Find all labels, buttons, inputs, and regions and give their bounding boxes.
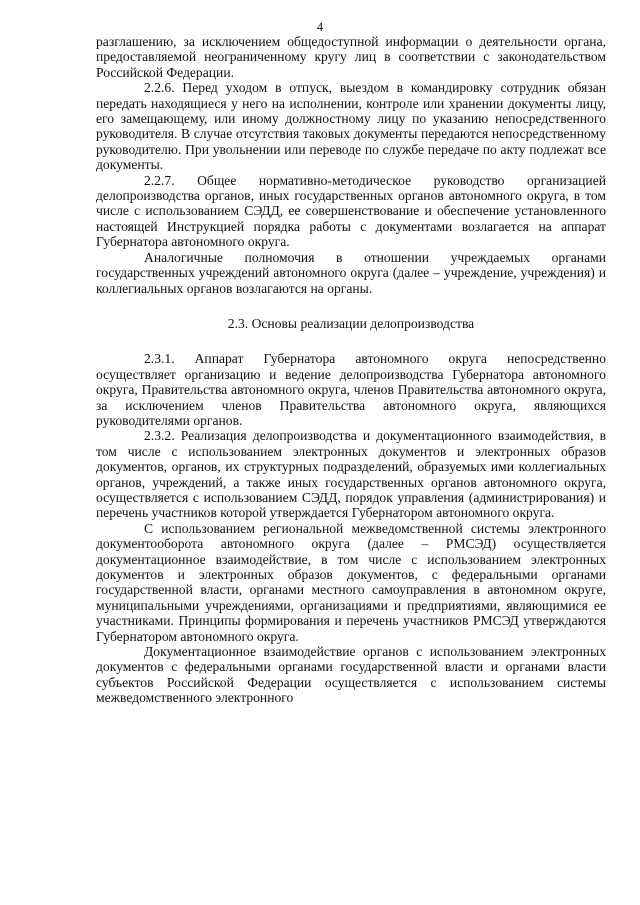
- section-heading: 2.3. Основы реализации делопроизводства: [227, 315, 475, 331]
- paragraph-2-3-2: 2.3.2. Реализация делопроизводства и документационного взаимодействия, в том числе с использованием электронных документов и электронных образов документов, органов, их структурных подразделений, образуемых ими коллегиальных органов, учреждений, а также иных государственных органов автономного округа, осуществляется с использованием СЭДД, порядок управления (администрирования) и перечень участников которой утверждается Губернатором автономного округа.: [96, 428, 606, 521]
- paragraph-document-interaction: Документационное взаимодействие органов с использованием электронных документов с федеральными органами государственной власти и органами власти субъектов Российской Федерации осуществляется с использованием системы межведомственного электронного: [96, 644, 606, 706]
- paragraph-rmsed: С использованием региональной межведомственной системы электронного документооборота автономного округа (далее – РМСЭД) осуществляется документационное взаимодействие, в том числе с использованием электронных документов и электронных образов документов, с федеральными органами государственной власти, органами местного самоуправления в автономном округе, муниципальными учреждениями, организациями и предприятиями, являющимися ее участниками. Принципы формирования и перечень участников РМСЭД утверждаются Губернатором автономного округа.: [96, 520, 606, 644]
- paragraph-2-2-6: 2.2.6. Перед уходом в отпуск, выездом в командировку сотрудник обязан передать находящиеся у него на исполнении, контроле или хранении документы лицу, его замещающему, или иному должностному лицу по указанию непосредственного руководителя. В случае отсутствия таковых документы передаются непосредственному руководителю. При увольнении или переводе по службе передаче по акту подлежат все документы.: [96, 80, 606, 173]
- paragraph-continuation: разглашению, за исключением общедоступной информации о деятельности органа, предоставляемой неограниченному кругу лиц в соответствии с законодательством Российской Федерации.: [96, 34, 606, 80]
- page-number: 4: [316, 20, 324, 34]
- paragraph-similar-powers: Аналогичные полномочия в отношении учреждаемых органами государственных учреждений автономного округа (далее – учреждение, учреждения) и коллегиальных органов возлагаются на органы.: [96, 249, 606, 296]
- paragraph-2-3-1: 2.3.1. Аппарат Губернатора автономного округа непосредственно осуществляет организацию и ведение делопроизводства Губернатора автономного округа, Правительства автономного округа, членов Правительства автономного округа, за исключением членов Правительства автономного округа, являющихся руководителями органов.: [96, 351, 606, 428]
- paragraph-2-2-7: 2.2.7. Общее нормативно-методическое руководство организацией делопроизводства органов, иных государственных органов автономного округа, в том числе с использованием СЭДД, ее совершенствование и обеспечение установленного настоящей Инструкцией порядка работы с документами возлагается на аппарат Губернатора автономного округа.: [96, 172, 606, 250]
- document-body: [96, 34, 606, 706]
